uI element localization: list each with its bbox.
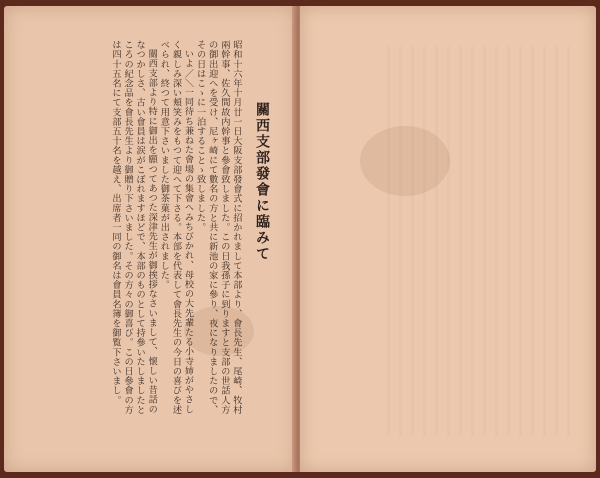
left-page <box>4 6 296 472</box>
article-title: 關西支部發會に臨みて <box>254 102 270 262</box>
right-page-blank <box>300 6 596 472</box>
vertical-text-block <box>44 40 280 420</box>
show-through-text <box>380 46 570 436</box>
paragraph-3: 關西支部より特に御出を願つてあつた深津先生が御挨拶なさいまして、懐しい昔話のなつかしさ、古い會員は涙がこぼれますほどで、本部のものとして持參いたしましたところの紀念品を會長先生より御贈り下さいました。その方々の御喜び。この日參會の方は四十五名にて支部五十名を越え、出席者一同の御名は會員名簿を御覧下さいまし。 <box>109 40 158 415</box>
paragraph-1: 昭和十六年十月廿一日大阪支部發會式に招かれまして本部より、會長先生、尾崎、牧村兩幹事、佐久間故内幹事と參會致しました。この日我孫子に到りますと支部の世話人方の御出迎へを受け、尼ヶ崎にて數名の方と共に新池の家に參り、夜になりましたので、その日はこゝに一泊することゝ致しました。 <box>194 40 242 415</box>
paper-stain <box>360 126 450 196</box>
paragraph-2: いよ／＼一同待ち兼ねた會場の集會へみちびかれ、母校の大先輩たる小寺姉がやさしく親しみ深い頬笑みをもつて迎へて下さる。本部を代表して會長先生の今日の喜びを述べられ、終つて用意下さいました御茶菓が出されました。 <box>158 40 194 415</box>
